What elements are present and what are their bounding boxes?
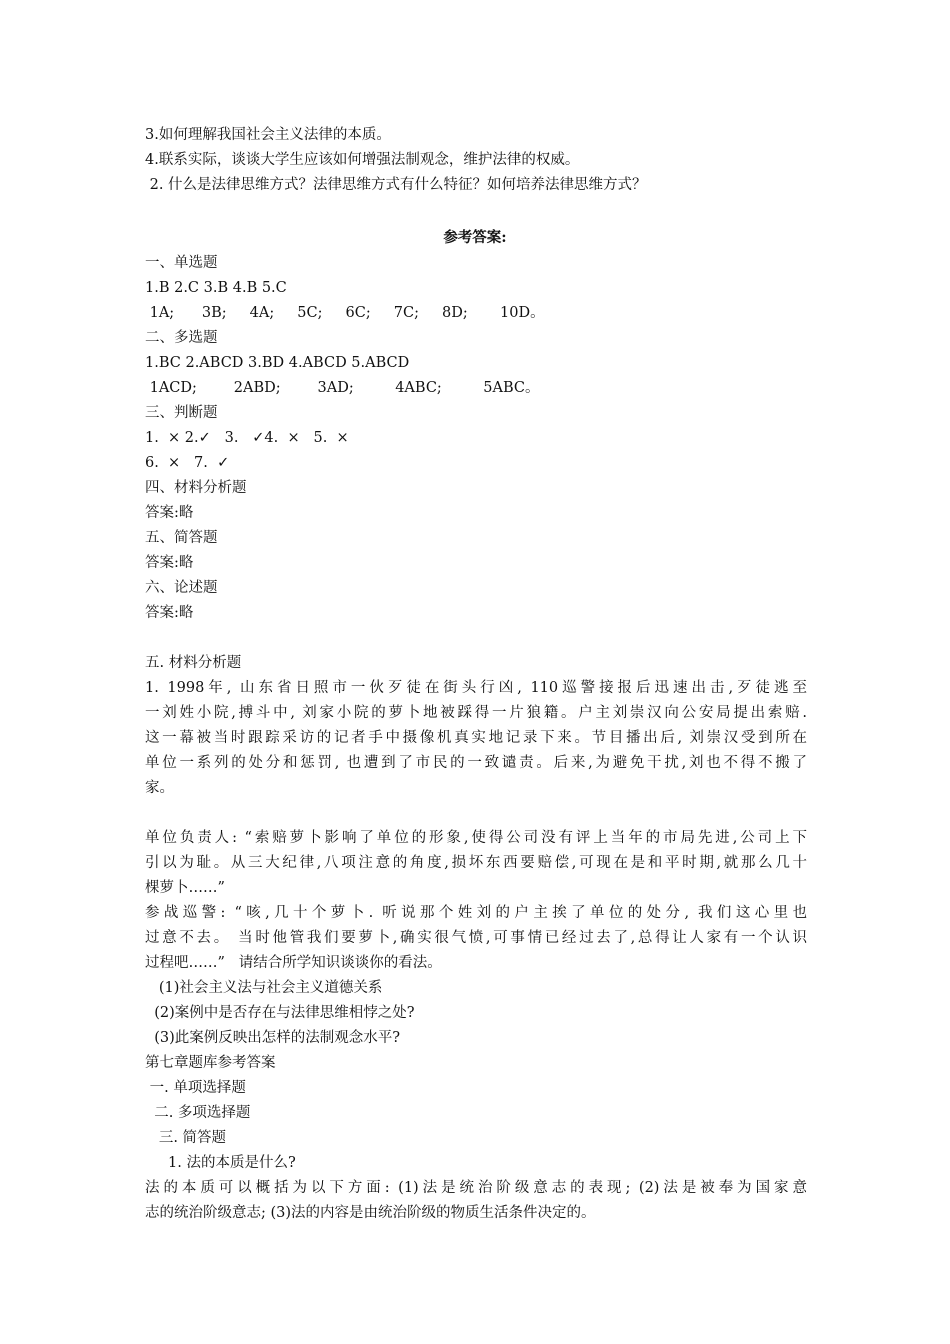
section-essay: 六、论述题 (145, 580, 218, 596)
true-false-answers-a: 1. × 2.✓ 3. ✓4. × 5. × (145, 430, 349, 446)
question-3: 3.如何理解我国社会主义法律的本质。 (145, 127, 391, 143)
case-paragraph-line: 单位一系列的处分和惩罚, 也遭到了市民的一致谴责。后来,为避免干扰,刘也不得不搬了 (145, 755, 807, 771)
chapter-7-title: 第七章题库参考答案 (145, 1055, 276, 1071)
chapter-7-question-1: 1. 法的本质是什么? (145, 1155, 296, 1171)
sub-question-1: (1)社会主义法与社会主义道德关系 (145, 980, 383, 996)
unit-leader-quote-line: 引以为耻。从三大纪律,八项注意的角度,损坏东西要赔偿,可现在是和平时期,就那么几十 (145, 855, 807, 871)
sub-question-2: (2)案例中是否存在与法律思维相悖之处? (145, 1005, 415, 1021)
case-paragraph-line: 一刘姓小院,搏斗中, 刘家小院的萝卜地被踩得一片狼籍。户主刘崇汉向公安局提出索赔. (145, 705, 807, 721)
section-multi-choice: 二、多选题 (145, 330, 218, 346)
section-single-choice: 一、单选题 (145, 255, 218, 271)
case-paragraph-line: 家。 (145, 780, 174, 796)
single-choice-answers-a: 1.B 2.C 3.B 4.B 5.C (145, 280, 287, 296)
section-material-analysis: 四、材料分析题 (145, 480, 247, 496)
police-quote-line: 过程吧……” 请结合所学知识谈谈你的看法。 (145, 955, 442, 971)
case-paragraph-line: 1. 1998年, 山东省日照市一伙歹徒在街头行凶, 110巡警接报后迅速出击,歹徒逃至 (145, 680, 807, 696)
section-true-false: 三、判断题 (145, 405, 218, 421)
unit-leader-quote-line: 单位负责人: “索赔萝卜影响了单位的形象,使得公司没有评上当年的市局先进,公司上下 (145, 830, 807, 846)
multi-choice-answers-a: 1.BC 2.ABCD 3.BD 4.ABCD 5.ABCD (145, 355, 410, 371)
essay-answer: 答案:略 (145, 605, 194, 621)
chapter-7-section-2: 二. 多项选择题 (145, 1105, 251, 1121)
chapter-7-answer-line: 志的统治阶级意志; (3)法的内容是由统治阶级的物质生活条件决定的。 (145, 1205, 596, 1221)
single-choice-answers-b: 1A; 3B; 4A; 5C; 6C; 7C; 8D; 10D。 (145, 305, 545, 321)
chapter-7-section-3: 三. 简答题 (145, 1130, 227, 1146)
true-false-answers-b: 6. × 7. ✓ (145, 455, 230, 471)
section-short-answer: 五、简答题 (145, 530, 218, 546)
multi-choice-answers-b: 1ACD; 2ABD; 3AD; 4ABC; 5ABC。 (145, 380, 540, 396)
police-quote-line: 参战巡警: “咳,几十个萝卜. 听说那个姓刘的户主挨了单位的处分, 我们这心里也 (145, 905, 807, 921)
sub-question-3: (3)此案例反映出怎样的法制观念水平? (145, 1030, 401, 1046)
material-analysis-answer: 答案:略 (145, 505, 194, 521)
unit-leader-quote-line: 棵萝卜……” (145, 880, 225, 896)
case-section-title: 五. 材料分析题 (145, 655, 242, 671)
answer-heading: 参考答案: (443, 229, 507, 246)
short-answer-answer: 答案:略 (145, 555, 194, 571)
chapter-7-answer-line: 法的本质可以概括为以下方面: (1)法是统治阶级意志的表现; (2)法是被奉为国家意 (145, 1180, 807, 1196)
police-quote-line: 过意不去。 当时他管我们要萝卜,确实很气愤,可事情已经过去了,总得让人家有一个认识 (145, 930, 807, 946)
question-4: 4.联系实际，谈谈大学生应该如何增强法制观念，维护法律的权威。 (145, 152, 580, 168)
question-2: 2. 什么是法律思维方式？法律思维方式有什么特征？如何培养法律思维方式？ (145, 177, 647, 193)
chapter-7-section-1: 一. 单项选择题 (145, 1080, 246, 1096)
case-paragraph-line: 这一幕被当时跟踪采访的记者手中摄像机真实地记录下来。节目播出后, 刘崇汉受到所在 (145, 730, 807, 746)
